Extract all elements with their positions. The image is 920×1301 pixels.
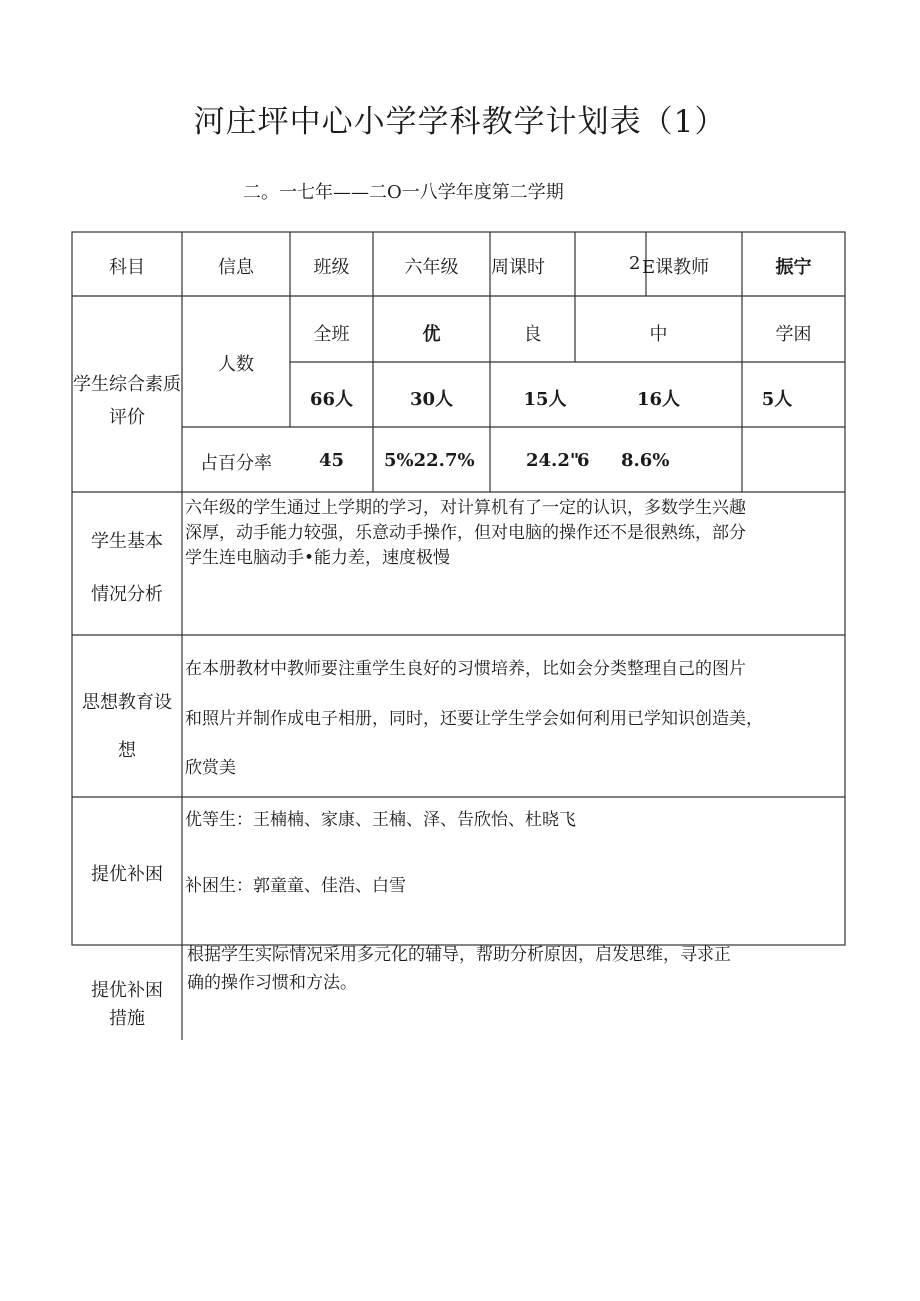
measures-label-line2: 措施 xyxy=(109,1008,145,1029)
percent-excellent: 5%22.7% xyxy=(384,450,475,471)
subject-value: 信息 xyxy=(218,257,254,278)
count-medium: 16人 xyxy=(636,389,681,410)
class-value: 六年级 xyxy=(404,257,459,278)
school-year-subtitle: 二。一七年——二O一八学年度第二学期 xyxy=(243,182,564,203)
teacher-value: 振宁 xyxy=(775,257,812,278)
grade-header-all: 全班 xyxy=(313,324,350,345)
ideology-line-2: 和照片并制作成电子相册，同时，还要让学生学会如何利用已学知识创造美， xyxy=(185,709,763,729)
measures-label-line1: 提优补困 xyxy=(91,980,163,1001)
analysis-line-1: 六年级的学生通过上学期的学习，对计算机有了一定的认识，多数学生兴趣 xyxy=(185,498,746,518)
page-title: 河庄坪中心小学学科教学计划表（1） xyxy=(193,104,727,140)
count-excellent: 30人 xyxy=(409,389,454,410)
ideology-label-line2: 想 xyxy=(118,740,136,761)
measures-line-1: 根据学生实际情况采用多元化的辅导，帮助分析原因，启发思维，寻求正 xyxy=(187,945,731,965)
analysis-line-2: 深厚，动手能力较强，乐意动手操作，但对电脑的操作还不是很熟练，部分 xyxy=(185,523,746,543)
count-good: 15人 xyxy=(523,389,567,410)
percent-medium: 6 xyxy=(577,450,590,471)
analysis-line-3: 学生连电脑动手•能力差，速度极慢 xyxy=(185,548,451,568)
count-struggling: 5人 xyxy=(761,389,793,410)
analysis-label-line2: 情况分析 xyxy=(91,584,163,605)
class-label: 班级 xyxy=(313,257,350,278)
tutoring-label: 提优补困 xyxy=(91,864,163,885)
weekly-hours-label: 周课时 xyxy=(491,257,545,278)
grade-header-excellent: 优 xyxy=(422,324,441,345)
ideology-line-1: 在本册教材中教师要注重学生良好的习惯培养，比如会分类整理自己的图片 xyxy=(185,659,746,679)
percent-all: 45 xyxy=(318,450,345,471)
count-all: 66人 xyxy=(309,389,354,410)
grade-header-medium: 中 xyxy=(649,324,668,345)
count-label: 人数 xyxy=(218,354,254,375)
ideology-label-line1: 思想教育设 xyxy=(82,692,172,713)
teacher-label: E课教师 xyxy=(642,257,710,278)
excellent-students: 优等生：王楠楠、家康、王楠、泽、告欣怡、杜晓飞 xyxy=(185,810,576,830)
percent-label: 占百分率 xyxy=(200,453,272,474)
percent-good: 24.2" xyxy=(526,450,580,471)
struggling-students: 补困生：郭童童、佳浩、白雪 xyxy=(185,876,406,896)
grade-header-struggling: 学困 xyxy=(775,324,812,345)
weekly-hours-value: 2 xyxy=(629,253,641,274)
subject-label: 科目 xyxy=(109,257,145,278)
evaluation-section-label: 学生综合素质评价 xyxy=(73,374,181,428)
measures-line-2: 确的操作习惯和方法。 xyxy=(187,973,357,993)
ideology-line-3: 欣赏美 xyxy=(185,758,236,778)
analysis-label-line1: 学生基本 xyxy=(91,531,163,552)
percent-struggling: 8.6% xyxy=(621,450,670,471)
grade-header-good: 良 xyxy=(523,324,542,345)
